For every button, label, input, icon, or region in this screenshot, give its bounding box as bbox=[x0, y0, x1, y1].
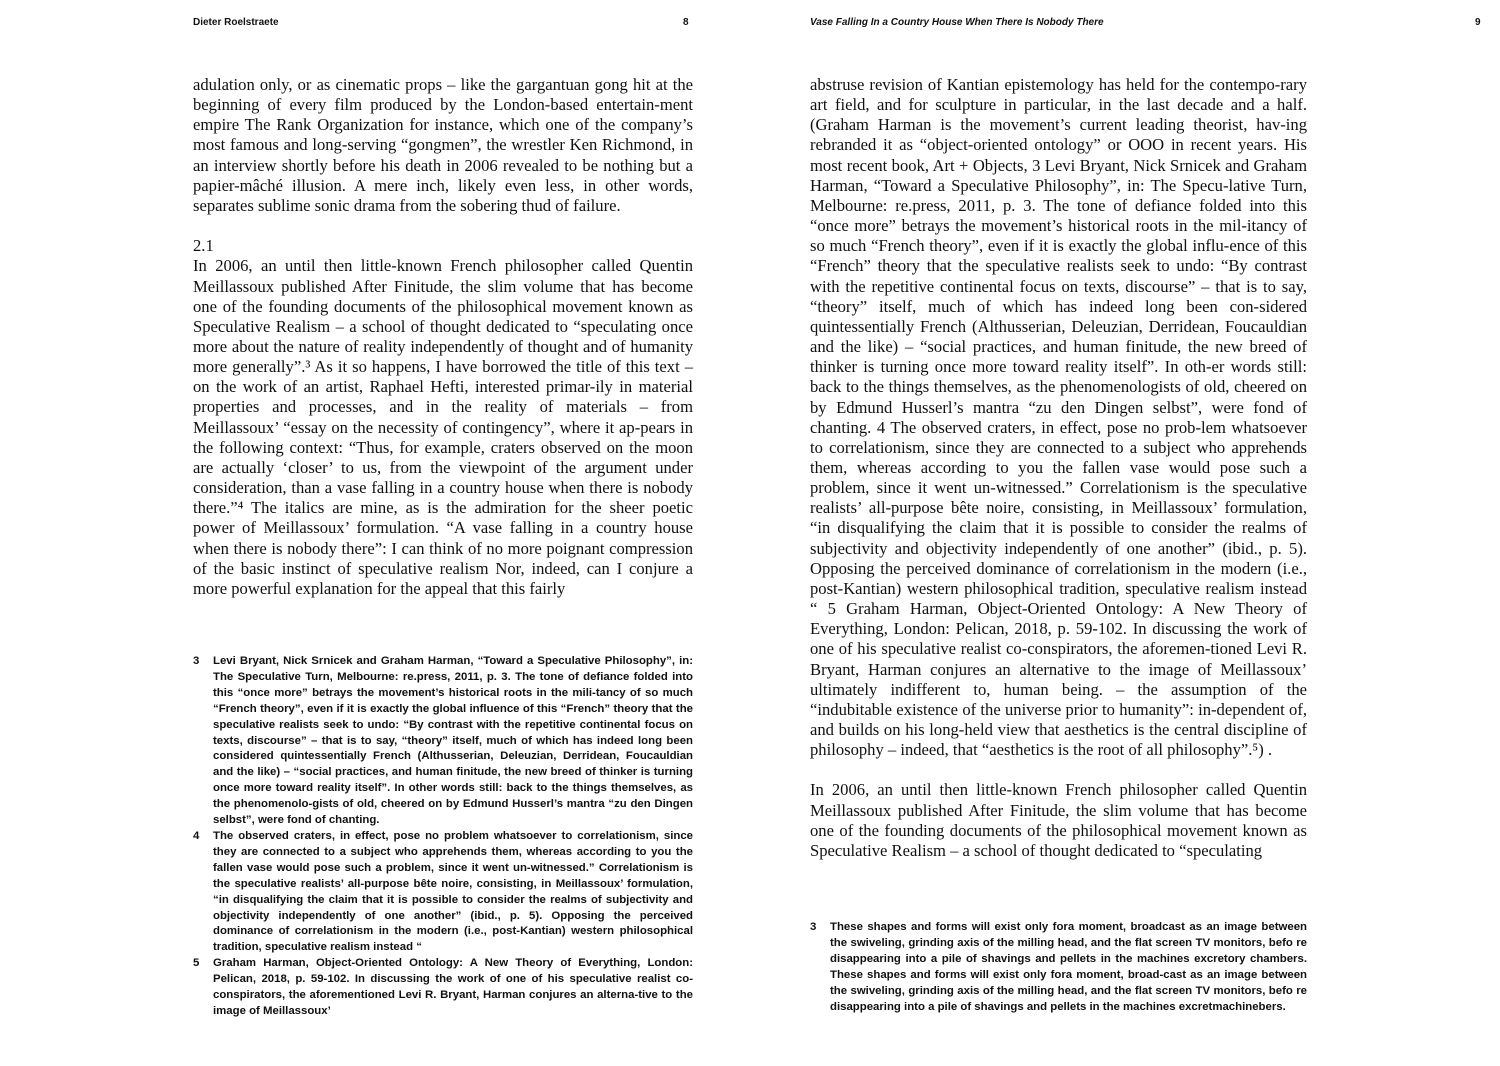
running-head-author: Dieter Roelstraete bbox=[193, 17, 279, 28]
right-footnotes bbox=[810, 920, 1307, 1015]
footnote-text: Levi Bryant, Nick Srnicek and Graham Harman, “Toward a Speculative Philosophy”, in: The Speculative Turn, Melbourne: re.press, 2011, p. 3. The tone of defiance folded into this “once more” betrays the movement’s historical roots in the mili-tancy of so much “French theory”, even if it is exactly the global influence of this “French” theory that the speculative realists seek to undo: “By contrast with the repetitive continental focus on texts, discourse” – that is to say, “theory” itself, much of which has indeed long been considered quintessentially French (Althusserian, Deleuzian, Derridean, Foucauldian and the like) – “social practices, and human finitude, the new breed of thinker is turning once more toward reality itself”. In other words still: back to the things themselves, as the phenomenolo-gists of old, cheered on by Edmund Husserl’s mantra “zu den Dingen selbst”, were fond of chanting. bbox=[213, 655, 693, 827]
page-number-right: 9 bbox=[1475, 17, 1481, 28]
footnote-number: 4 bbox=[193, 829, 200, 842]
left-body-text bbox=[193, 75, 693, 599]
paragraph: In 2006, an until then little-known French philosopher called Quentin Meillassoux published After Finitude, the slim volume that has become one of the founding documents of the philosophical movement known as Speculative Realism – a school of thought dedicated to “speculating once more about the nature of reality independently of thought and of humanity more generally”.³ As it so happens, I have borrowed the title of this text – on the work of an artist, Raphael Hefti, interested primar-ily in material properties and processes, and in the reality of materials – from Meillassoux’ “essay on the necessity of contingency”, where it ap-pears in the following context: “Thus, for example, craters observed on the moon are actually ‘closer’ to us, from the viewpoint of the argument under consideration, than a vase falling in a country house when there is nobody there.”⁴ The italics are mine, as is the admiration for the sheer poetic power of Meillassoux’ formulation. “A vase falling in a country house when there is nobody there”: I can think of no more poignant compression of the basic instinct of speculative realism Nor, indeed, can I conjure a more powerful explanation for the appeal that this fairly bbox=[193, 256, 693, 598]
footnote-text: Graham Harman, Object-Oriented Ontology: A New Theory of Everything, London: Pelican, 2018, p. 59-102. In discussing the work of one of his speculative realist co-conspirators, the aforementioned Levi R. Bryant, Harman conjures an alterna-tive to the image of Meillassoux’ bbox=[213, 957, 693, 1017]
paragraph: abstruse revision of Kantian epistemology has held for the contempo-rary art field, and for sculpture in particular, in the last decade and a half. (Graham Harman is the movement’s current leading theorist, hav-ing rebranded it as “object-oriented ontology” or OOO in recent years. His most recent book, Art + Objects, 3 Levi Bryant, Nick Srnicek and Graham Harman, “Toward a Speculative Philosophy”, in: The Specu-lative Turn, Melbourne: re.press, 2011, p. 3. The tone of defiance folded into this “once more” betrays the movement’s historical roots in the mil-itancy of so much “French theory”, even if it is exactly the global influ-ence of this “French” theory that the speculative realists seek to undo: “By contrast with the repetitive continental focus on texts, discourse” – that is to say, “theory” itself, much of which has indeed long been con-sidered quintessentially French (Althusserian, Deleuzian, Derridean, Foucauldian and the like) – “social practices, and human finitude, the new breed of thinker is turning once more toward reality itself”. In oth-er words still: back to the things themselves, as the phenomenologists of old, cheered on by Edmund Husserl’s mantra “zu den Dingen selbst”, were fond of chanting. 4 The observed craters, in effect, pose no prob-lem whatsoever to correlationism, since they are connected to a subject who apprehends them, whereas according to you the fallen vase would pose such a problem, since it went un-witnessed.” Correlationism is the speculative realists’ all-purpose bête noire, consisting, in Meillassoux’ formulation, “in disqualifying the claim that it is possible to consider the realms of subjectivity and objectivity independently of one another” (ibid., p. 5). Opposing the perceived dominance of correlationism in the modern (i.e., post-Kantian) western philosophical tradition, speculative realism instead “ 5 Graham Harman, Object-Oriented Ontology: A New Theory of Everything, London: Pelican, 2018, p. 59-102. In discussing the work of one of his speculative realist co-conspirators, the aforemen-tioned Levi R. Bryant, Harman conjures an alternative to the image of Meillassoux’ ultimately indifferent to, human being. – the assumption of the “indubitable existence of the universe prior to humanity”: in-dependent of, and builds on his long-held view that aesthetics is the central discipline of philosophy – indeed, that “aesthetics is the root of all philosophy”.⁵) . bbox=[810, 75, 1307, 760]
footnote-number: 5 bbox=[193, 957, 200, 970]
left-footnotes bbox=[193, 654, 693, 1020]
section-heading: 2.1 bbox=[193, 236, 214, 256]
page-number-left: 8 bbox=[683, 17, 689, 28]
footnote bbox=[193, 654, 693, 829]
running-head-title: Vase Falling In a Country House When There Is Nobody There bbox=[810, 17, 1104, 28]
footnote bbox=[810, 920, 1307, 1015]
right-body-text bbox=[810, 75, 1307, 861]
footnote bbox=[193, 956, 693, 1020]
footnote-number: 3 bbox=[193, 655, 200, 667]
footnote-number: 3 bbox=[810, 921, 817, 933]
footnote bbox=[193, 829, 693, 956]
footnote-text: These shapes and forms will exist only fora moment, broadcast as an image between the swiveling, grinding axis of the milling head, and the flat screen TV monitors, befo re disappearing into a pile of shavings and pellets in the machines excretory chambers. These shapes and forms will exist only fora moment, broad-cast as an image between the swiveling, grinding axis of the milling head, and the flat screen TV monitors, befo re disappearing into a pile of shavings and pellets in the machines excretmachinebers. bbox=[830, 921, 1307, 1013]
paragraph: In 2006, an until then little-known French philosopher called Quentin Meillassoux published After Finitude, the slim volume that has become one of the founding documents of the philosophical movement known as Speculative Realism – a school of thought dedicated to “speculating bbox=[810, 780, 1307, 860]
paragraph: adulation only, or as cinematic props – like the gargantuan gong hit at the beginning of every film produced by the London-based entertain-ment empire The Rank Organization for instance, which one of the company’s most famous and long-serving “gongmen”, the wrestler Ken Richmond, in an interview shortly before his death in 2006 revealed to be nothing but a papier-mâché illusion. A mere inch, likely even less, in other words, separates sublime sonic drama from the sobering thud of failure. bbox=[193, 75, 693, 215]
footnote-text: The observed craters, in effect, pose no problem whatsoever to correlationism, since they are connected to a subject who apprehends them, whereas according to you the fallen vase would pose such a problem, since it went un-witnessed.” Correlationism is the speculative realists’ all-purpose bête noire, consisting, in Meillassoux’ formulation, “in disqualifying the claim that it is possible to consider the realms of subjectivity and objectivity independently of one another” (ibid., p. 5). Opposing the perceived dominance of correlationism in the modern (i.e., post-Kantian) western philosophical tradition, speculative realism instead “ bbox=[213, 829, 693, 954]
right-page bbox=[750, 0, 1500, 1066]
